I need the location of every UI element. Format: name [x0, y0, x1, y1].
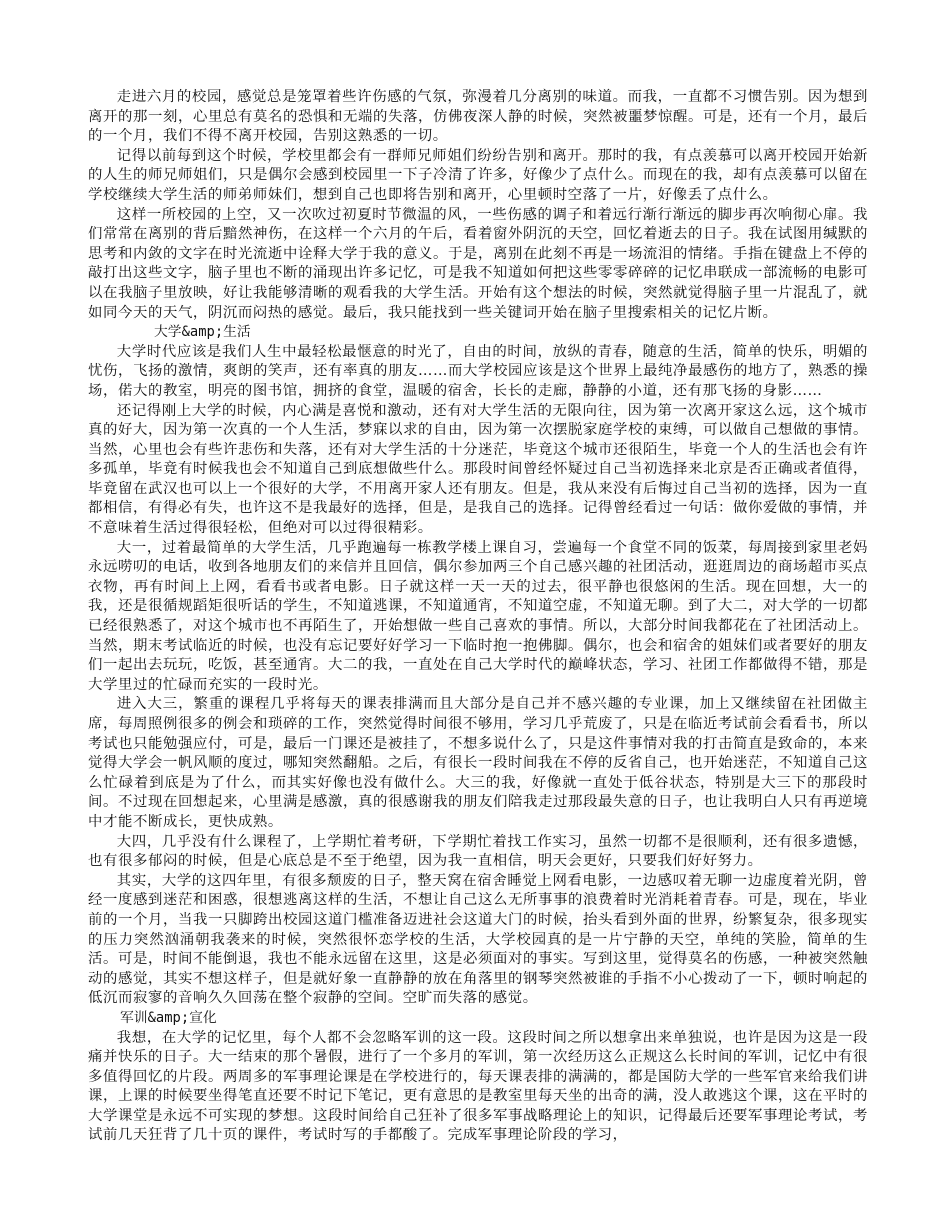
- paragraph-life-5: 大四，几乎没有什么课程了，上学期忙着考研，下学期忙着找工作实习，虽然一切都不是很顺利，还有很多遗憾，也有很多郁闷的时候，但是心底总是不至于绝望，因为我一直相信，明天会更好，只要我们好好努力。: [88, 833, 868, 870]
- paragraph-life-3: 大一，过着最简单的大学生活，几乎跑遍每一栋教学楼上课自习，尝遍每一个食堂不同的饭菜，每周接到家里老妈永远唠叨的电话，收到各地朋友们的来信并且回信，偶尔参加两三个自己感兴趣的社团活动，逛逛周边的商场超市买点衣物，再有时间上上网，看看书或者电影。日子就这样一天一天的过去，很平静也很悠闲的生活。现在回想，大一的我，还是很循规蹈矩很听话的学生，不知道逃课，不知道通宵，不知道空虚，不知道无聊。到了大二，对大学的一切都已经很熟悉了，对这个城市也不再陌生了，开始想做一些自己喜欢的事情。所以，大部分时间我都花在了社团活动上。当然，期末考试临近的时候，也没有忘记要好好学习一下临时抱一抱佛脚。偶尔，也会和宿舍的姐妹们或者要好的朋友们一起出去玩玩，吃饭，甚至通宵。大二的我，一直处在自己大学时代的巅峰状态，学习、社团工作都做得不错，那是大学里过的忙碌而充实的一段时光。: [88, 539, 868, 693]
- document-body: [88, 88, 868, 1146]
- paragraph-intro-3: 这样一所校园的上空，又一次吹过初夏时节微温的风，一些伤感的调子和着远行渐行渐远的脚步再次响彻心扉。我们常常在离别的背后黯然神伤，在这样一个六月的午后，看着窗外阴沉的天空，回忆着逝去的日子。我在试图用缄默的思考和内敛的文字在时光流逝中诠释大学于我的意义。于是，离别在此刻不再是一场流泪的情绪。手指在键盘上不停的敲打出这些文字，脑子里也不断的涌现出许多记忆，可是我不知道如何把这些零零碎碎的记忆串联成一部流畅的电影可以在我脑子里放映，好让我能够清晰的观看我的大学生活。开始有这个想法的时候，突然就觉得脑子里一片混乱了，就如同今天的天气，阴沉而闷热的感觉。最后，我只能找到一些关键词开始在脑子里搜索相关的记忆片断。: [88, 206, 868, 321]
- paragraph-life-1: 大学时代应该是我们人生中最轻松最惬意的时光了，自由的时间，放纵的青春，随意的生活，简单的快乐，明媚的忧伤，飞扬的激情，爽朗的笑声，还有率真的朋友……而大学校园应该是这个世界上最纯净最感伤的地方了，熟悉的操场，偌大的教室，明亮的图书馆，拥挤的食堂，温暖的宿舍，长长的走廊，静静的小道，还有那飞扬的身影……: [88, 343, 868, 399]
- section-heading-military-training: 军训&amp;宣化: [120, 1009, 217, 1026]
- paragraph-intro-2: 记得以前每到这个时候，学校里都会有一群师兄师姐们纷纷告别和离开。那时的我，有点羡慕可以离开校园开始新的人生的师兄师姐们，只是偶尔会感到校园里一下子冷清了许多，好像少了点什么。而现在的我，却有点羡慕可以留在学校继续大学生活的师弟师妹们，想到自己也即将告别和离开，心里顿时空落了一片，好像丢了点什么。: [88, 147, 868, 203]
- paragraph-life-2: 还记得刚上大学的时候，内心满是喜悦和激动，还有对大学生活的无限向往，因为第一次离开家这么远，这个城市真的好大，因为第一次真的一个人生活，梦寐以求的自由，因为第一次摆脱家庭学校的束缚，可以做自己想做的事情。当然，心里也会有些许悲伤和失落，还有对大学生活的十分迷茫，毕竟这个城市还很陌生，毕竟一个人的生活也会有许多孤单，毕竟有时候我也会不知道自己到底想做些什么。那段时间曾经怀疑过自己当初选择来北京是否正确或者值得，毕竟留在武汉也可以上一个很好的大学，不用离开家人还有朋友。但是，我从来没有后悔过自己当初的选择，因为一直都相信，有得必有失，也许这不是我最好的选择，但是，是我自己的选择。记得曾经看过一句话：做你爱做的事情，并不意味着生活过得很轻松，但绝对可以过得很精彩。: [88, 402, 868, 537]
- section-heading-university-life: 大学&amp;生活: [154, 324, 251, 341]
- paragraph-training-1: 我想，在大学的记忆里，每个人都不会忽略军训的这一段。这段时间之所以想拿出来单独说，也许是因为这是一段痛并快乐的日子。大一结束的那个暑假，进行了一个多月的军训，第一次经历这么正规这么长时间的军训，记忆中有很多值得回忆的片段。两周多的军事理论课是在学校进行的，每天课表排的满满的，都是国防大学的一些军官来给我们讲课，上课的时候要坐得笔直还要不时记下笔记，更有意思的是教室里每天坐的出奇的满，没人敢逃这个课，这在平时的大学课堂是永远不可实现的梦想。这段时间给自己狂补了很多军事战略理论上的知识，记得最后还要军事理论考试，考试前几天狂背了几十页的课件，考试时写的手都酸了。完成军事理论阶段的学习，: [88, 1029, 868, 1144]
- paragraph-life-6: 其实，大学的这四年里，有很多颓废的日子，整天窝在宿舍睡觉上网看电影，一边感叹着无聊一边虚度着光阴，曾经一度感到迷茫和困惑，很想逃离这样的生活，不想让自己这么无所事事的浪费着时光消耗着青春。可是，现在，毕业前的一个月，当我一只脚跨出校园这道门槛准备迈进社会这道大门的时候，抬头看到外面的世界，纷繁复杂，很多现实的压力突然汹涌朝我袭来的时候，突然很怀恋学校的生活，大学校园真的是一片宁静的天空，单纯的笑脸，简单的生活。可是，时间不能倒退，我也不能永远留在这里，这是必须面对的事实。写到这里，觉得莫名的伤感，一种被突然触动的感觉，其实不想这样子，但是就好象一直静静的放在角落里的钢琴突然被谁的手指不小心拨动了一下，顿时响起的低沉而寂寥的音响久久回荡在整个寂静的空间。空旷而失落的感觉。: [88, 872, 868, 1007]
- paragraph-intro-1: 走进六月的校园，感觉总是笼罩着些许伤感的气氛，弥漫着几分离别的味道。而我，一直都不习惯告别。因为想到离开的那一刻，心里总有莫名的恐惧和无端的失落，仿佛夜深人静的时候，突然被噩梦惊醒。可是，还有一个月，最后的一个月，我们不得不离开校园，告别这熟悉的一切。: [88, 89, 868, 145]
- paragraph-life-4: 进入大三，繁重的课程几乎将每天的课表排满而且大部分是自己并不感兴趣的专业课，加上又继续留在社团做主席，每周照例很多的例会和琐碎的工作，突然觉得时间很不够用，学习几乎荒废了，只是在临近考试前会看看书，所以考试也只能勉强应付，可是，最后一门课还是被挂了，不想多说什么了，只是这件事情对我的打击简直是致命的，本来觉得大学会一帆风顺的度过，哪知突然翻船。之后，有很长一段时间我在不停的反省自己，也开始迷茫，不知道自己这么忙碌着到底是为了什么，而其实好像也没有做什么。大三的我，好像就一直处于低谷状态，特别是大三下的那段时间。不过现在回想起来，心里满是感激，真的很感谢我的朋友们陪我走过那段最失意的日子，也让我明白人只有再逆境中才能不断成长，更快成熟。: [88, 696, 868, 830]
